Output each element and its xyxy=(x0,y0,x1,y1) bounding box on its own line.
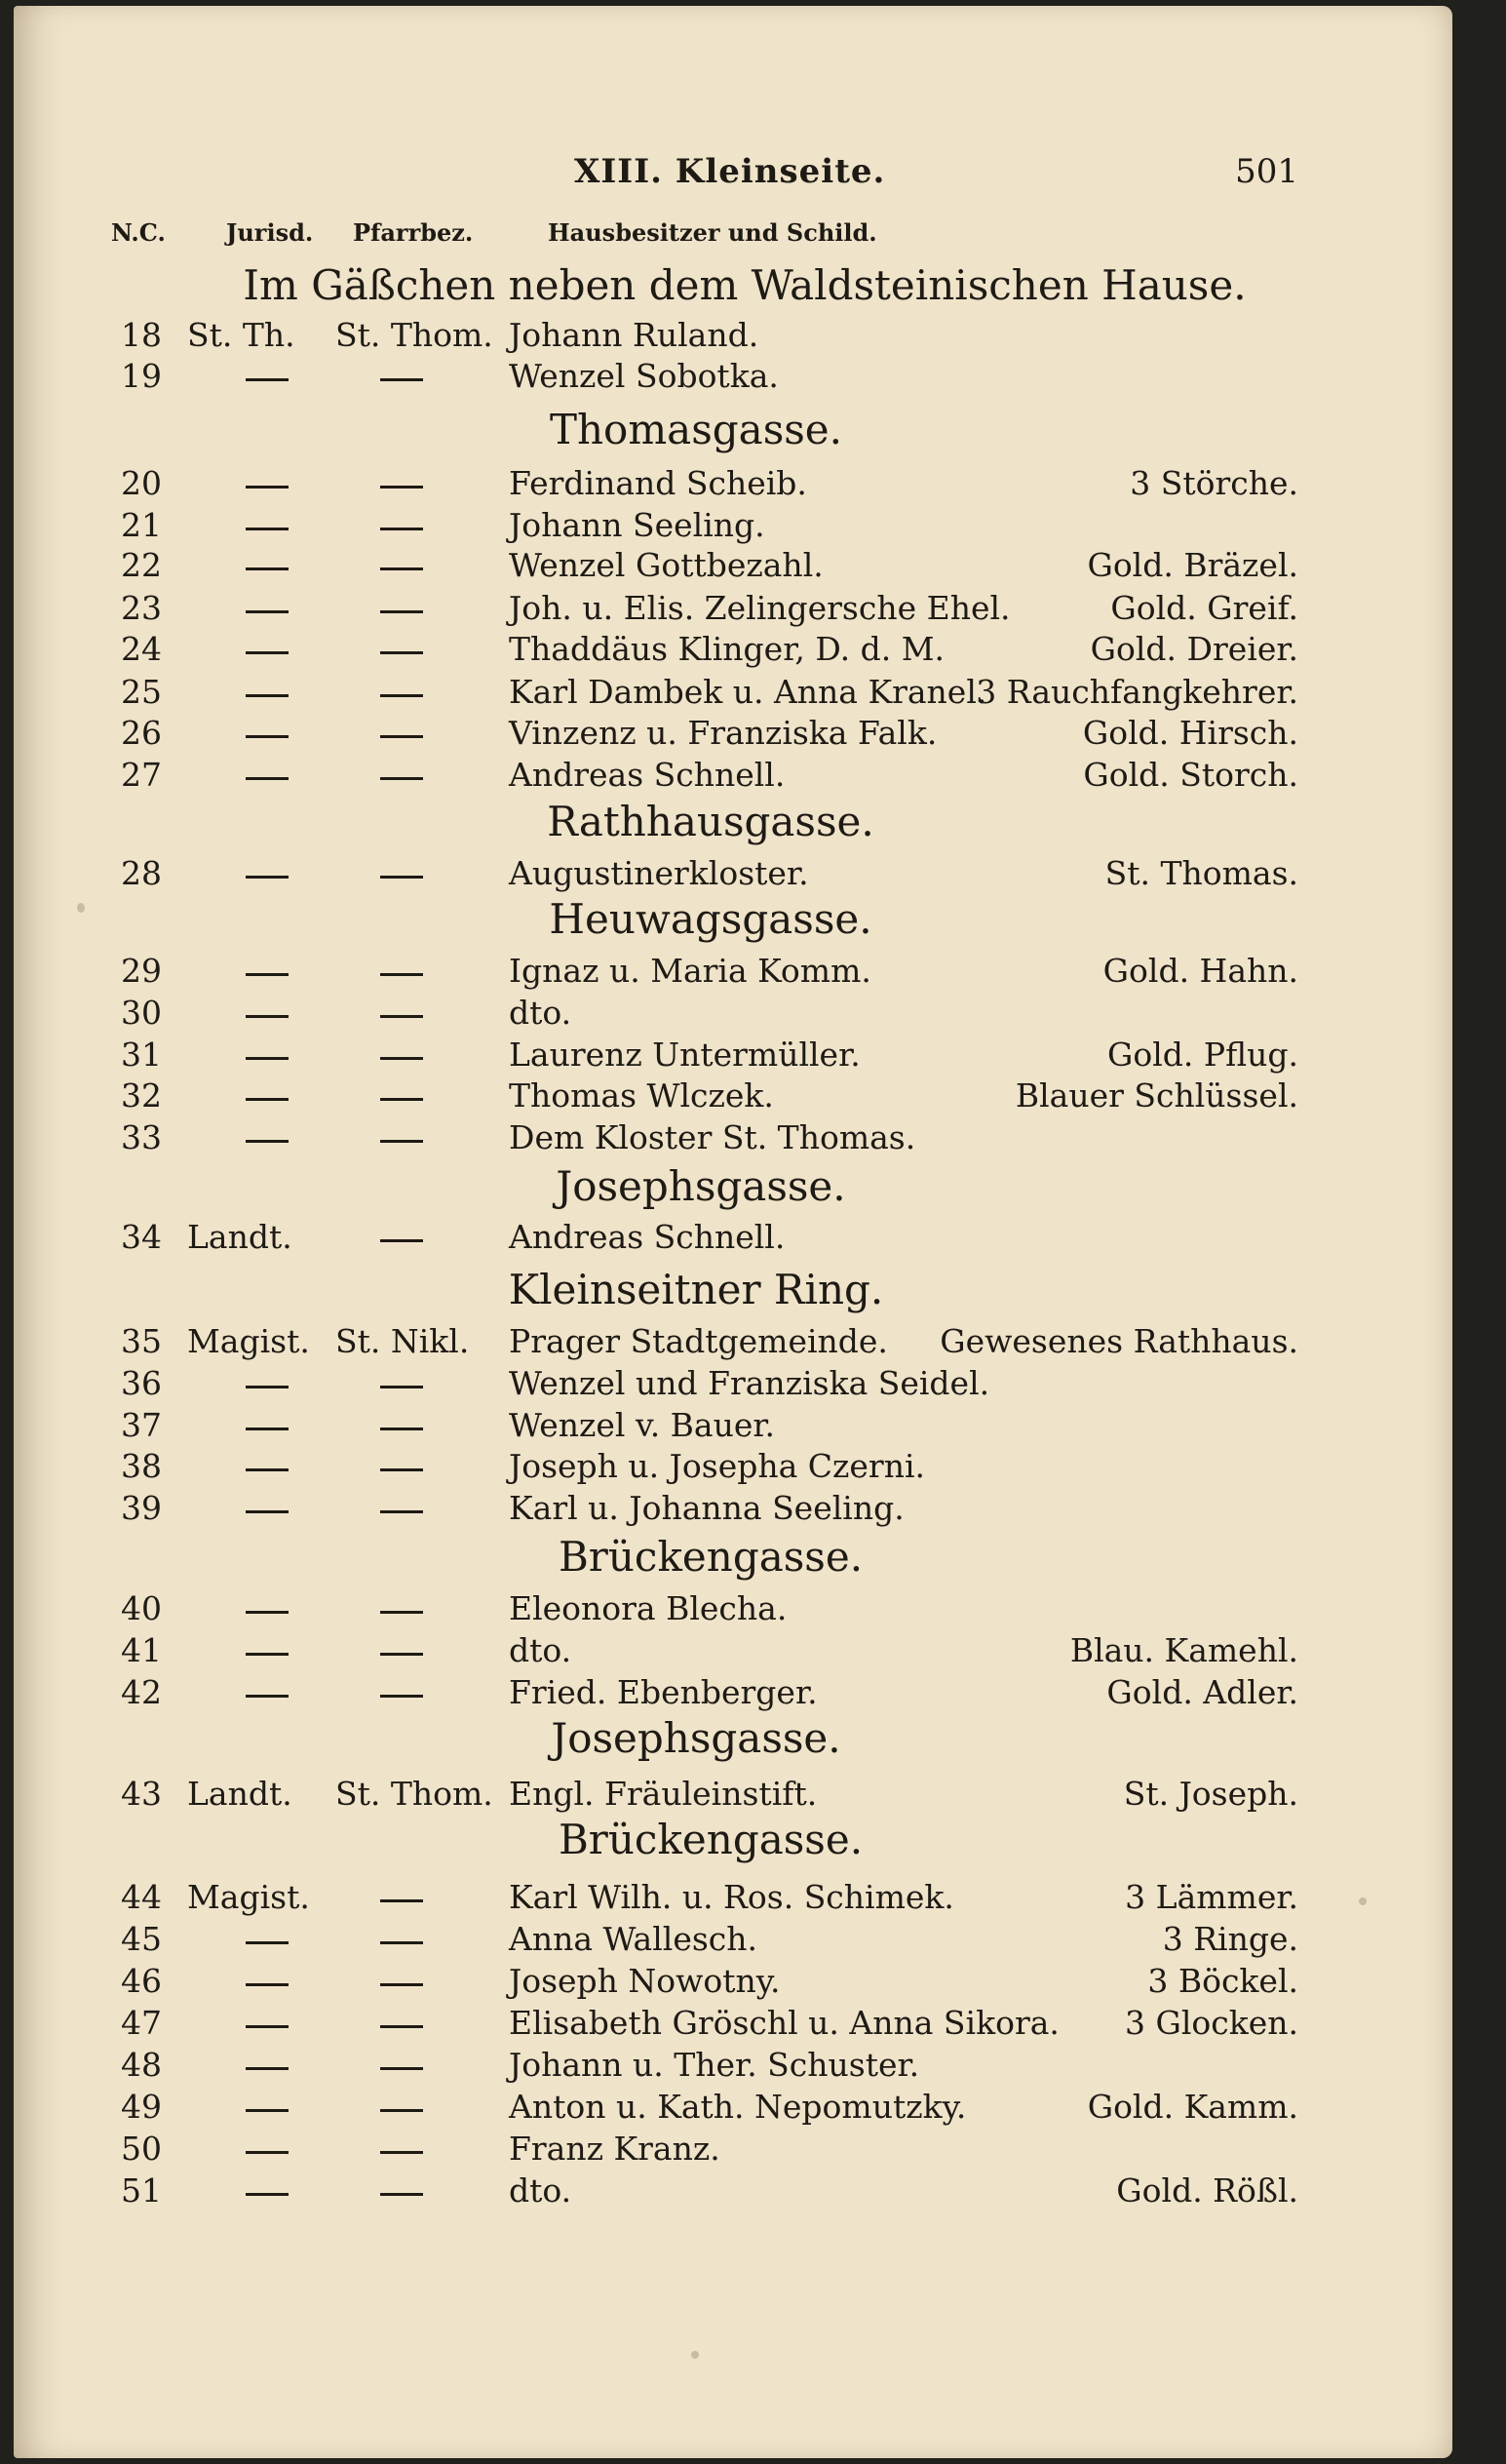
owner-cell: Karl Dambek u. Anna Kranel. xyxy=(509,673,987,711)
owner-cell: Vinzenz u. Franziska Falk. xyxy=(509,714,938,752)
owner-cell: Johann u. Ther. Schuster. xyxy=(509,2046,920,2084)
ditto-dash xyxy=(380,1611,423,1614)
parish-cell: St. Nikl. xyxy=(335,1322,470,1360)
house-sign-cell: Blauer Schlüssel. xyxy=(1015,1076,1298,1115)
table-row xyxy=(14,1489,1452,1532)
ditto-dash xyxy=(246,567,289,570)
house-sign-cell: 3 Glocken. xyxy=(1124,2004,1298,2042)
ditto-dash xyxy=(246,694,289,697)
column-header-owner: Hausbesitzer und Schild. xyxy=(548,218,877,247)
ditto-dash xyxy=(380,567,423,570)
ditto-dash xyxy=(380,1428,423,1430)
ditto-dash xyxy=(246,1611,289,1614)
ditto-dash xyxy=(380,1468,423,1471)
owner-cell: Laurenz Untermüller. xyxy=(509,1036,861,1074)
owner-cell: dto. xyxy=(509,1631,572,1669)
ditto-dash xyxy=(246,2193,289,2196)
ditto-dash xyxy=(380,1899,423,1902)
house-sign-cell: St. Joseph. xyxy=(1123,1775,1298,1813)
house-number: 47 xyxy=(121,2004,162,2042)
house-number: 29 xyxy=(121,952,162,990)
table-row xyxy=(14,714,1452,757)
column-header-jurisdiction: Jurisd. xyxy=(226,218,314,247)
table-row xyxy=(14,2088,1452,2131)
house-number: 43 xyxy=(121,1775,162,1813)
ditto-dash xyxy=(380,1941,423,1944)
owner-cell: Augustinerkloster. xyxy=(509,854,809,892)
house-sign-cell: Gold. Hirsch. xyxy=(1082,714,1298,752)
table-row xyxy=(14,2130,1452,2172)
ditto-dash xyxy=(380,2025,423,2028)
table-row xyxy=(14,1036,1452,1078)
house-sign-cell: Gold. Greif. xyxy=(1110,589,1298,627)
house-number: 22 xyxy=(121,546,162,584)
page-title: XIII. Kleinseite. xyxy=(574,152,886,191)
house-number: 24 xyxy=(121,630,162,668)
ditto-dash xyxy=(380,528,423,530)
section-heading: Kleinseitner Ring. xyxy=(508,1266,884,1313)
ditto-dash xyxy=(246,1653,289,1656)
ditto-dash xyxy=(380,1695,423,1698)
table-row xyxy=(14,357,1452,400)
table-row xyxy=(14,630,1452,673)
ditto-dash xyxy=(380,876,423,879)
ditto-dash xyxy=(246,2151,289,2154)
house-sign-cell: 3 Lämmer. xyxy=(1125,1878,1298,1916)
house-number: 42 xyxy=(121,1673,162,1711)
ditto-dash xyxy=(380,1983,423,1986)
section-heading: Im Gäßchen neben dem Waldsteinischen Hause. xyxy=(243,261,1247,309)
house-number: 41 xyxy=(121,1631,162,1669)
house-number: 34 xyxy=(121,1218,162,1256)
owner-cell: Johann Ruland. xyxy=(509,316,759,354)
table-row xyxy=(14,952,1452,995)
table-row xyxy=(14,1218,1452,1261)
owner-cell: Ignaz u. Maria Komm. xyxy=(509,952,871,990)
ditto-dash xyxy=(246,876,289,879)
ditto-dash xyxy=(380,2109,423,2112)
ditto-dash xyxy=(246,1983,289,1986)
ditto-dash xyxy=(246,2109,289,2112)
paper-spot xyxy=(77,903,85,913)
owner-cell: Joh. u. Elis. Zelingersche Ehel. xyxy=(509,589,1011,627)
house-sign-cell: 3 Ringe. xyxy=(1162,1920,1298,1958)
table-row xyxy=(14,1920,1452,1963)
ditto-dash xyxy=(380,1098,423,1101)
house-number: 45 xyxy=(121,1920,162,1958)
house-number: 25 xyxy=(121,673,162,711)
house-sign-cell: Gold. Dreier. xyxy=(1090,630,1298,668)
jurisdiction-cell: Magist. xyxy=(187,1878,310,1916)
section-heading: Brückengasse. xyxy=(558,1533,864,1581)
house-number: 44 xyxy=(121,1878,162,1916)
owner-cell: Thaddäus Klinger, D. d. M. xyxy=(509,630,945,668)
ditto-dash xyxy=(246,1098,289,1101)
table-row xyxy=(14,1775,1452,1818)
house-sign-cell: Gold. Bräzel. xyxy=(1087,546,1298,584)
house-number: 40 xyxy=(121,1589,162,1627)
table-row xyxy=(14,2046,1452,2089)
jurisdiction-cell: Landt. xyxy=(187,1218,292,1256)
house-sign-cell: 3 Rauchfangkehrer. xyxy=(976,673,1298,711)
jurisdiction-cell: Landt. xyxy=(187,1775,292,1813)
house-number: 18 xyxy=(121,316,162,354)
table-row xyxy=(14,546,1452,589)
table-row xyxy=(14,2004,1452,2047)
house-number: 51 xyxy=(121,2171,162,2210)
table-row xyxy=(14,1673,1452,1716)
table-row xyxy=(14,1406,1452,1449)
table-row xyxy=(14,1631,1452,1674)
owner-cell: Fried. Ebenberger. xyxy=(509,1673,818,1711)
book-page xyxy=(14,6,1452,2458)
ditto-dash xyxy=(380,1386,423,1388)
column-header-parish: Pfarrbez. xyxy=(353,218,474,247)
owner-cell: Andreas Schnell. xyxy=(509,756,786,794)
house-sign-cell: Gold. Storch. xyxy=(1083,756,1298,794)
house-number: 46 xyxy=(121,1962,162,2000)
table-row xyxy=(14,1076,1452,1119)
ditto-dash xyxy=(246,1428,289,1430)
table-row xyxy=(14,854,1452,897)
owner-cell: Wenzel und Franziska Seidel. xyxy=(509,1364,990,1402)
ditto-dash xyxy=(380,2067,423,2070)
house-number: 39 xyxy=(121,1489,162,1527)
ditto-dash xyxy=(380,1239,423,1242)
ditto-dash xyxy=(380,1015,423,1018)
owner-cell: dto. xyxy=(509,2171,572,2210)
ditto-dash xyxy=(380,2193,423,2196)
house-number: 49 xyxy=(121,2088,162,2126)
owner-cell: Joseph Nowotny. xyxy=(509,1962,781,2000)
house-sign-cell: Gold. Hahn. xyxy=(1102,952,1298,990)
table-row xyxy=(14,1589,1452,1632)
owner-cell: Johann Seeling. xyxy=(509,506,765,544)
table-row xyxy=(14,1364,1452,1407)
ditto-dash xyxy=(380,2151,423,2154)
table-row xyxy=(14,994,1452,1036)
ditto-dash xyxy=(246,2025,289,2028)
owner-cell: Ferdinand Scheib. xyxy=(509,464,807,502)
ditto-dash xyxy=(380,1510,423,1513)
table-row xyxy=(14,1962,1452,2005)
table-row xyxy=(14,1878,1452,1921)
page-number: 501 xyxy=(1235,152,1298,191)
ditto-dash xyxy=(246,1140,289,1143)
section-heading: Rathhausgasse. xyxy=(547,798,874,845)
table-row xyxy=(14,1118,1452,1161)
column-header-nr: N.C. xyxy=(111,218,166,247)
house-number: 36 xyxy=(121,1364,162,1402)
house-number: 26 xyxy=(121,714,162,752)
ditto-dash xyxy=(246,735,289,738)
table-row xyxy=(14,673,1452,716)
ditto-dash xyxy=(380,486,423,489)
owner-cell: Eleonora Blecha. xyxy=(509,1589,788,1627)
ditto-dash xyxy=(380,1140,423,1143)
owner-cell: Andreas Schnell. xyxy=(509,1218,786,1256)
ditto-dash xyxy=(246,1468,289,1471)
jurisdiction-cell: St. Th. xyxy=(187,316,295,354)
house-number: 19 xyxy=(121,357,162,395)
owner-cell: Thomas Wlczek. xyxy=(509,1076,774,1115)
ditto-dash xyxy=(380,973,423,976)
section-heading: Josephsgasse. xyxy=(551,1714,841,1762)
ditto-dash xyxy=(246,2067,289,2070)
house-number: 21 xyxy=(121,506,162,544)
ditto-dash xyxy=(246,1941,289,1944)
house-number: 20 xyxy=(121,464,162,502)
ditto-dash xyxy=(246,486,289,489)
ditto-dash xyxy=(380,651,423,654)
house-number: 32 xyxy=(121,1076,162,1115)
house-number: 48 xyxy=(121,2046,162,2084)
owner-cell: Joseph u. Josepha Czerni. xyxy=(509,1447,926,1485)
house-number: 27 xyxy=(121,756,162,794)
ditto-dash xyxy=(246,973,289,976)
owner-cell: Karl Wilh. u. Ros. Schimek. xyxy=(509,1878,954,1916)
owner-cell: Wenzel v. Bauer. xyxy=(509,1406,776,1444)
house-number: 37 xyxy=(121,1406,162,1444)
house-number: 23 xyxy=(121,589,162,627)
ditto-dash xyxy=(380,777,423,780)
running-header xyxy=(14,152,1452,201)
owner-cell: Anton u. Kath. Nepomutzky. xyxy=(509,2088,967,2126)
ditto-dash xyxy=(246,1695,289,1698)
owner-cell: Karl u. Johanna Seeling. xyxy=(509,1489,905,1527)
ditto-dash xyxy=(246,651,289,654)
ditto-dash xyxy=(380,610,423,613)
paper-spot xyxy=(691,2351,699,2359)
ditto-dash xyxy=(246,777,289,780)
parish-cell: St. Thom. xyxy=(335,1775,493,1813)
ditto-dash xyxy=(246,1015,289,1018)
owner-cell: Engl. Fräuleinstift. xyxy=(509,1775,818,1813)
ditto-dash xyxy=(380,694,423,697)
house-sign-cell: Gold. Adler. xyxy=(1106,1673,1298,1711)
owner-cell: dto. xyxy=(509,994,572,1032)
section-heading: Heuwagsgasse. xyxy=(549,895,872,943)
owner-cell: Prager Stadtgemeinde. xyxy=(509,1322,888,1360)
house-sign-cell: Blau. Kamehl. xyxy=(1069,1631,1298,1669)
ditto-dash xyxy=(246,610,289,613)
jurisdiction-cell: Magist. xyxy=(187,1322,310,1360)
ditto-dash xyxy=(246,1057,289,1060)
owner-cell: Franz Kranz. xyxy=(509,2130,720,2168)
house-sign-cell: 3 Böckel. xyxy=(1147,1962,1298,2000)
table-row xyxy=(14,1447,1452,1490)
parish-cell: St. Thom. xyxy=(335,316,493,354)
owner-cell: Dem Kloster St. Thomas. xyxy=(509,1118,916,1156)
ditto-dash xyxy=(246,1386,289,1388)
table-row xyxy=(14,2171,1452,2214)
house-sign-cell: St. Thomas. xyxy=(1104,854,1298,892)
section-heading: Brückengasse. xyxy=(558,1816,864,1863)
owner-cell: Wenzel Sobotka. xyxy=(509,357,779,395)
table-row xyxy=(14,316,1452,359)
ditto-dash xyxy=(380,1653,423,1656)
table-row xyxy=(14,756,1452,799)
house-number: 35 xyxy=(121,1322,162,1360)
house-number: 33 xyxy=(121,1118,162,1156)
table-row xyxy=(14,1322,1452,1365)
owner-cell: Wenzel Gottbezahl. xyxy=(509,546,824,584)
owner-cell: Anna Wallesch. xyxy=(509,1920,758,1958)
house-number: 31 xyxy=(121,1036,162,1074)
ditto-dash xyxy=(380,378,423,381)
ditto-dash xyxy=(246,528,289,530)
house-sign-cell: 3 Störche. xyxy=(1130,464,1298,502)
ditto-dash xyxy=(246,378,289,381)
house-sign-cell: Gold. Kamm. xyxy=(1087,2088,1298,2126)
house-sign-cell: Gewesenes Rathhaus. xyxy=(940,1322,1298,1360)
house-sign-cell: Gold. Rößl. xyxy=(1116,2171,1298,2210)
section-heading: Josephsgasse. xyxy=(556,1162,846,1210)
ditto-dash xyxy=(380,735,423,738)
ditto-dash xyxy=(380,1057,423,1060)
table-row xyxy=(14,464,1452,507)
owner-cell: Elisabeth Gröschl u. Anna Sikora. xyxy=(509,2004,1060,2042)
table-row xyxy=(14,506,1452,549)
house-sign-cell: Gold. Pflug. xyxy=(1107,1036,1298,1074)
house-number: 30 xyxy=(121,994,162,1032)
section-heading: Thomasgasse. xyxy=(549,406,843,453)
house-number: 50 xyxy=(121,2130,162,2168)
table-row xyxy=(14,589,1452,632)
ditto-dash xyxy=(246,1510,289,1513)
house-number: 28 xyxy=(121,854,162,892)
house-number: 38 xyxy=(121,1447,162,1485)
